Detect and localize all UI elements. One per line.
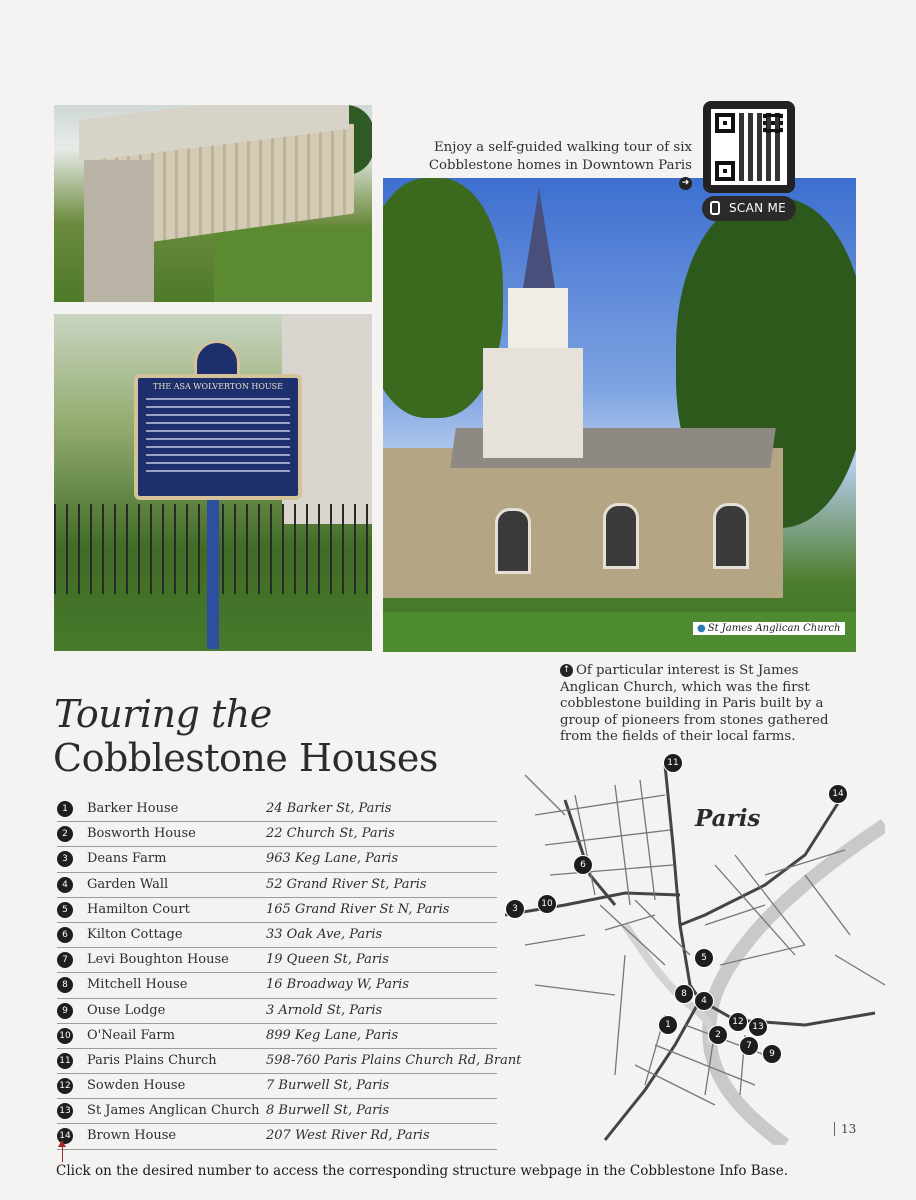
house-name: Sowden House — [87, 1078, 186, 1094]
house-name: Ouse Lodge — [87, 1002, 166, 1018]
list-item — [57, 1074, 497, 1099]
interest-text: ↑ Of particular interest is St James Anglican Church, which was the first cobblestone building in Paris built by a group of pioneers from stones gathered from the fields of their local farms. — [560, 663, 829, 744]
map-marker-13[interactable]: 13 — [748, 1017, 768, 1037]
house-number-button[interactable]: 5 — [57, 902, 73, 918]
map-marker-5[interactable]: 5 — [694, 948, 714, 968]
map-marker-9[interactable]: 9 — [762, 1044, 782, 1064]
house-number-button[interactable]: 8 — [57, 977, 73, 993]
plaque-title: THE ASA WOLVERTON HOUSE — [153, 382, 283, 391]
house-address: 16 Broadway W, Paris — [266, 977, 410, 993]
scan-me-button[interactable] — [702, 196, 796, 221]
list-item — [57, 973, 497, 998]
house-address: 207 West River Rd, Paris — [266, 1128, 430, 1144]
scan-me-label: SCAN ME — [729, 201, 787, 215]
house-address: 8 Burwell St, Paris — [266, 1103, 390, 1119]
map-marker-3[interactable]: 3 — [505, 899, 525, 919]
list-item — [57, 1099, 497, 1124]
house-number-button[interactable]: 4 — [57, 877, 73, 893]
page-title-line1: Touring the — [54, 692, 272, 736]
house-number-button[interactable]: 1 — [57, 801, 73, 817]
house-address: 165 Grand River St N, Paris — [266, 901, 450, 917]
house-number-button[interactable]: 3 — [57, 851, 73, 867]
map-title: Paris — [695, 805, 761, 832]
historical-plaque-photo — [54, 314, 372, 651]
house-number-button[interactable]: 12 — [57, 1078, 73, 1094]
house-name: Paris Plains Church — [87, 1052, 217, 1068]
garden-wall-photo — [54, 105, 372, 302]
list-item — [57, 999, 497, 1024]
house-number-button[interactable]: 2 — [57, 826, 73, 842]
arrow-up-circle-icon: ↑ — [560, 664, 573, 677]
house-address: 52 Grand River St, Paris — [266, 876, 427, 892]
tour-prompt: Enjoy a self-guided walking tour of six Cobblestone homes in Downtown Paris➜ — [428, 140, 692, 188]
page-number: 13 — [834, 1122, 856, 1136]
list-item — [57, 1024, 497, 1049]
list-item — [57, 822, 497, 847]
house-address: 7 Burwell St, Paris — [266, 1078, 390, 1094]
map-marker-2[interactable]: 2 — [708, 1025, 728, 1045]
house-number-button[interactable]: 7 — [57, 952, 73, 968]
house-name: Mitchell House — [87, 977, 188, 993]
list-item — [57, 873, 497, 898]
list-item — [57, 797, 497, 822]
house-name: Barker House — [87, 801, 179, 816]
house-number-button[interactable]: 6 — [57, 927, 73, 943]
house-name: Bosworth House — [87, 826, 196, 842]
map-marker-11[interactable]: 11 — [663, 753, 683, 773]
list-item — [57, 923, 497, 948]
map-marker-4[interactable]: 4 — [694, 991, 714, 1011]
house-name: Garden Wall — [87, 876, 169, 892]
list-item — [57, 898, 497, 923]
house-address: 598-760 Paris Plains Church Rd, Brant — [266, 1052, 522, 1068]
arrow-up-icon — [62, 1142, 63, 1162]
house-name: St James Anglican Church — [87, 1103, 260, 1119]
qr-code[interactable] — [703, 101, 795, 193]
house-name: Brown House — [87, 1128, 177, 1144]
church-caption: ● St James Anglican Church — [693, 622, 845, 635]
house-name: Kilton Cottage — [87, 926, 183, 942]
map-marker-10[interactable]: 10 — [537, 894, 557, 914]
house-name: Levi Boughton House — [87, 952, 229, 968]
list-item — [57, 847, 497, 872]
house-address: 24 Barker St, Paris — [266, 801, 392, 816]
map-marker-8[interactable]: 8 — [674, 984, 694, 1004]
map-pin-icon: ● — [697, 623, 706, 634]
house-number-button[interactable]: 10 — [57, 1028, 73, 1044]
arrow-right-circle-icon: ➜ — [679, 177, 692, 190]
house-name: O'Neail Farm — [87, 1027, 175, 1043]
house-address: 3 Arnold St, Paris — [266, 1002, 383, 1018]
house-number-button[interactable]: 9 — [57, 1003, 73, 1019]
map-marker-12[interactable]: 12 — [728, 1012, 748, 1032]
house-list — [57, 797, 522, 1150]
map-marker-6[interactable]: 6 — [573, 855, 593, 875]
map-marker-14[interactable]: 14 — [828, 784, 848, 804]
paris-map — [505, 755, 885, 1145]
house-address: 899 Keg Lane, Paris — [266, 1027, 399, 1043]
house-number-button[interactable]: 13 — [57, 1103, 73, 1119]
house-name: Hamilton Court — [87, 901, 190, 917]
list-item — [57, 1124, 497, 1149]
house-number-button[interactable]: 14 — [57, 1128, 73, 1144]
footer-note: Click on the desired number to access the corresponding structure webpage in the Cobblestone Info Base. — [56, 1163, 788, 1179]
map-marker-7[interactable]: 7 — [739, 1036, 759, 1056]
house-name: Deans Farm — [87, 851, 167, 867]
house-number-button[interactable]: 11 — [57, 1053, 73, 1069]
list-item — [57, 1049, 522, 1074]
historical-plaque — [134, 374, 302, 500]
list-item — [57, 948, 497, 973]
phone-icon — [710, 201, 720, 215]
page-title-line2: Cobblestone Houses — [53, 736, 438, 780]
map-marker-1[interactable]: 1 — [658, 1015, 678, 1035]
house-address: 33 Oak Ave, Paris — [266, 926, 383, 942]
house-address: 22 Church St, Paris — [266, 826, 395, 842]
house-address: 963 Keg Lane, Paris — [266, 851, 399, 867]
house-address: 19 Queen St, Paris — [266, 952, 389, 968]
st-james-church-photo — [383, 178, 856, 652]
